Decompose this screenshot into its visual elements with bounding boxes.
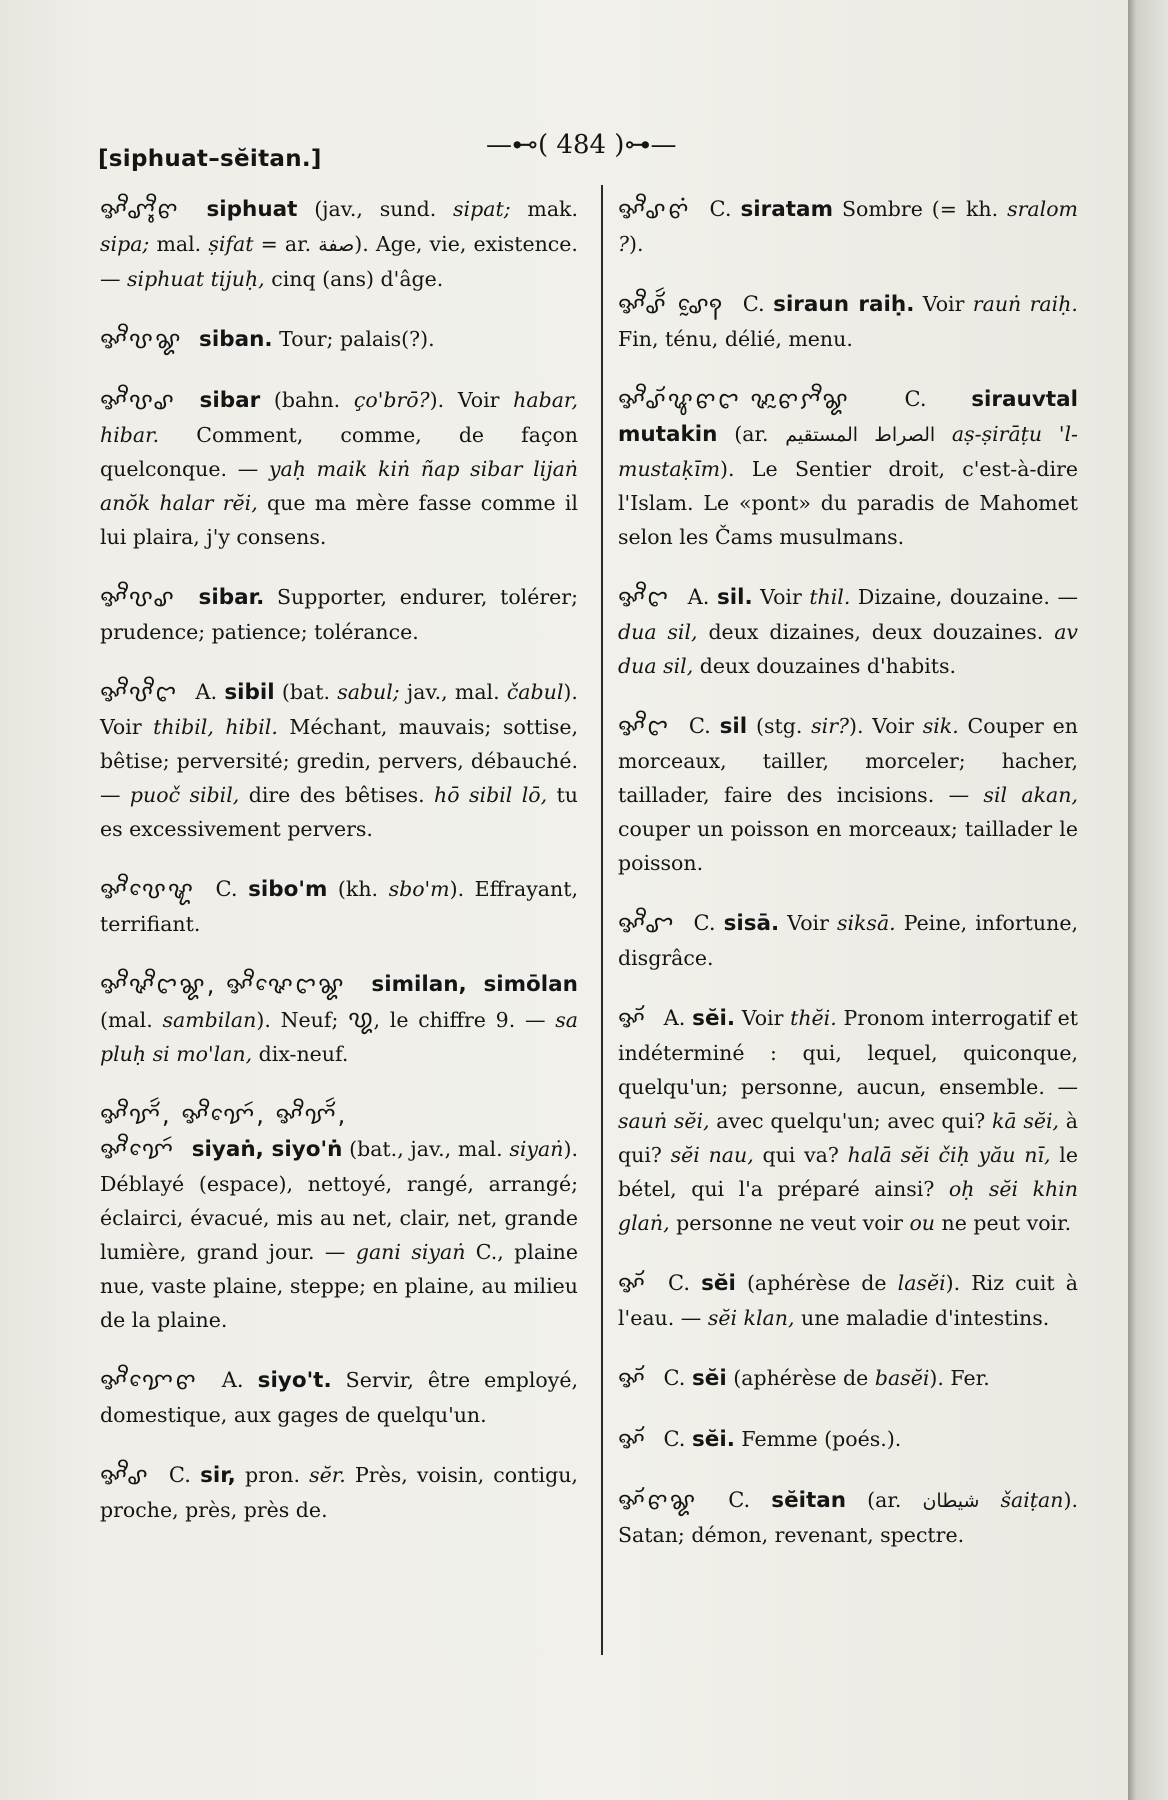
italic-term: yaḥ maik kiṅ ñap sibar lijaṅ anŏk halar rĕi, — [100, 457, 578, 515]
italic-term: hō sibil lō, — [434, 783, 548, 807]
definition-text: Peine, infortune, disgrâce. — [618, 911, 1078, 970]
italic-term: kā sĕi, — [991, 1109, 1060, 1133]
cham-script: ꨀꨮ — [618, 1270, 647, 1298]
italic-term: thil. — [809, 585, 851, 609]
italic-term: sĕi klan, — [707, 1306, 795, 1330]
italic-term: habar, hibar. — [100, 388, 578, 447]
left-column — [100, 192, 578, 1553]
italic-term: šaiṭan — [1000, 1488, 1064, 1512]
italic-term: oḥ sĕi khin glaṅ, — [618, 1177, 1078, 1235]
definition-text: deux douzaines d'habits. — [699, 654, 957, 678]
headword: sĕi — [701, 1271, 736, 1296]
cham-script: ꨀꨪꨢꨮꩃ, ꨀꨪꨢꨯꩃ, ꨀꨪꨢꨮꩃ, — [100, 1101, 348, 1129]
definition-text: Près, voisin, contigu, proche, près, près de. — [100, 1463, 578, 1522]
page-edge — [1128, 0, 1168, 1800]
definition-text: tu es excessivement pervers. — [100, 783, 578, 841]
italic-term: sĕi nau, — [670, 1143, 754, 1167]
cham-script: ꨀꨪꨣꨓꩌ — [618, 196, 691, 224]
entry-siyot — [100, 1363, 578, 1432]
headword: siyo't. — [257, 1368, 332, 1393]
definition-text: Voir — [760, 585, 802, 609]
definition-text: Méchant, mauvais; sottise, bêtise; perversité; gredin, pervers, débauché. — — [100, 715, 578, 807]
definition-text: , le chiffre 9. — — [373, 1008, 546, 1032]
headword: sibar. — [198, 585, 265, 610]
headword: sĕi — [691, 1366, 727, 1391]
cham-script: ꨀꨪꨝꨪꨤ — [100, 679, 179, 707]
definition-text: une maladie d'intestins. — [801, 1306, 1050, 1330]
definition-text: ). Déblayé (espace), nettoyé, rangé, arrangé; éclairci, évacué, mis au net, clair, net, grande lumière, grand jour. — — [100, 1137, 578, 1264]
italic-term: ço'brō? — [353, 388, 430, 412]
definition-text: ). Satan; démon, revenant, spectre. — [618, 1488, 1078, 1547]
italic-term: rauṅ raiḥ. — [972, 292, 1078, 316]
entry-sir — [100, 1458, 578, 1527]
italic-term: av dua sil, — [618, 620, 1078, 678]
italic-term: sa pluḥ si mo'lan, — [100, 1008, 578, 1066]
entry-sibar-2 — [100, 580, 578, 649]
definition-text: ne peut voir. — [941, 1211, 1072, 1235]
definition-text: (kh. — [337, 877, 379, 901]
entry-sei-c1 — [618, 1266, 1078, 1335]
italic-term: sil akan, — [983, 783, 1078, 807]
definition-text: (ar. — [867, 1488, 902, 1512]
right-column — [618, 192, 1078, 1578]
arabic-term: الصراط المستقيم — [785, 424, 936, 446]
definition-text: ). Fer. — [929, 1366, 990, 1390]
entry-seitan — [618, 1483, 1078, 1552]
headword: sĕi. — [691, 1427, 735, 1452]
definition-text: jav., mal. — [406, 680, 500, 704]
headword: sibar — [199, 388, 261, 413]
definition-text: (jav., sund. — [314, 197, 437, 221]
definition-text: Voir — [741, 1006, 784, 1030]
definition-text: Comment, comme, de façon quelconque. — — [100, 423, 578, 481]
entry-sil-c — [618, 709, 1078, 880]
definition-text: ). Riz cuit à l'eau. — — [618, 1271, 1078, 1330]
dialect-label: C. — [709, 197, 732, 221]
italic-term: thĕi. — [790, 1006, 837, 1030]
cham-script: ꨀꨪꨝꨣ — [100, 584, 176, 612]
definition-text: (bat. — [281, 680, 330, 704]
italic-term: sir? — [811, 714, 850, 738]
cham-script: ꨀꨮ — [618, 1005, 647, 1033]
italic-term: sbo'm — [388, 877, 450, 901]
entry-sil-a — [618, 580, 1078, 683]
definition-text: ). Le Sentier droit, c'est-à-dire l'Islam. Le «pont» du paradis de Mahomet selon les Čams musulmans. — [618, 457, 1078, 549]
italic-term: siphuat tijuḥ, — [127, 267, 265, 291]
headword: siraun raiḥ. — [773, 292, 915, 317]
headword: siphuat — [206, 197, 298, 222]
definition-text: le bétel, qui l'a préparé ainsi? — [618, 1143, 1078, 1201]
entry-siratam — [618, 192, 1078, 261]
definition-text: ). — [629, 232, 644, 256]
italic-term: lasĕi — [897, 1271, 946, 1295]
italic-term: dua sil, — [618, 620, 698, 644]
entry-sibar-1 — [100, 383, 578, 554]
definition-text: avec quelqu'un; avec qui? — [716, 1109, 986, 1133]
italic-term: halā sĕi čiḥ yău nī, — [847, 1143, 1051, 1167]
dialect-label: A. — [195, 680, 218, 704]
dialect-label: C. — [693, 911, 716, 935]
definition-text: Voir — [787, 911, 829, 935]
running-head: [siphuat–sĕitan.] — [98, 146, 322, 172]
italic-term: sambilan — [162, 1008, 257, 1032]
dialect-label: A. — [663, 1006, 686, 1030]
definition-text: Pronom interrogatif et indéterminé : qui, lequel, quiconque, quelqu'un; personne, aucun, ensemble. — — [618, 1006, 1078, 1099]
italic-term: gani siyaṅ — [355, 1240, 466, 1264]
dialect-label: C. — [215, 877, 238, 901]
definition-text: Sombre (= kh. — [841, 197, 999, 221]
italic-term: sipa; — [100, 232, 150, 256]
entry-sisa — [618, 906, 1078, 975]
definition-text: Tour; palais(?). — [279, 327, 435, 351]
cham-script: ꨀꨪꨝꨯꨠ — [100, 876, 196, 904]
definition-text: ). Age, vie, existence. — — [100, 232, 578, 291]
italic-term: čabul — [506, 680, 564, 704]
italic-term: sauṅ sĕi, — [618, 1109, 710, 1133]
italic-term: sralom ? — [618, 197, 1078, 256]
definition-text: Femme (poés.). — [741, 1427, 902, 1451]
headword: sibil — [224, 680, 275, 705]
dialect-label: C. — [728, 1488, 751, 1512]
headword: siyaṅ, siyo'ṅ — [191, 1137, 343, 1162]
cham-script: ꨀꨪꨣꨮꩃ ꨣꨰꩍ — [618, 291, 725, 319]
definition-text: = ar. — [260, 232, 312, 256]
definition-text: Fin, ténu, délié, menu. — [618, 327, 853, 351]
definition-text: Voir — [922, 292, 965, 316]
cham-script: ꨀꨮ — [618, 1426, 647, 1454]
italic-term: siksā. — [836, 911, 896, 935]
cham-script: ꨀꨪꨟꨪꨤꨘ, ꨀꨪꨟꨯꨤꨘ — [100, 971, 346, 999]
entry-sibom — [100, 872, 578, 941]
dialect-label: C. — [742, 292, 765, 316]
headword: sisā. — [723, 911, 780, 936]
cham-script: ꨀꨪꨝꨘ — [100, 326, 183, 354]
definition-text: ). Effrayant, terrifiant. — [100, 877, 578, 936]
definition-text: Supporter, endurer, tolérer; prudence; patience; tolérance. — [100, 585, 578, 644]
italic-term: puoč sibil, — [129, 783, 240, 807]
italic-term: ou — [909, 1211, 936, 1235]
column-divider — [601, 185, 603, 1655]
definition-text: (ar. — [734, 422, 769, 446]
entry-siraun-raih — [618, 287, 1078, 356]
definition-text: mak. — [527, 197, 578, 221]
dialect-label: A. — [221, 1368, 244, 1392]
arabic-term: صفة — [318, 234, 355, 256]
definition-text: cinq (ans) d'âge. — [271, 267, 444, 291]
entry-sei-a — [618, 1001, 1078, 1240]
definition-text: (aphérèse de — [746, 1271, 887, 1295]
headword: similan, simōlan — [371, 972, 578, 997]
definition-text: que ma mère fasse comme il lui plaira, j'y consens. — [100, 491, 578, 549]
cham-script: ꨀꨪꨣ — [100, 1462, 150, 1490]
dialect-label: C. — [668, 1271, 690, 1295]
definition-text: (bat., jav., mal. — [349, 1137, 503, 1161]
definition-text: ). Voir — [849, 714, 914, 738]
dialect-label: C. — [663, 1366, 686, 1390]
italic-term: thibil, hibil. — [153, 715, 278, 739]
cham-script-2: ꨀꨪꨢꨯꩃ — [100, 1136, 175, 1164]
headword: sĕi. — [692, 1006, 736, 1031]
dialect-label: C. — [904, 387, 927, 411]
definition-text: qui va? — [762, 1143, 839, 1167]
italic-term: siyaṅ — [509, 1137, 564, 1161]
arabic-term: شيطان — [922, 1490, 980, 1512]
italic-term: sik. — [922, 714, 959, 738]
italic-term: sabul; — [337, 680, 400, 704]
definition-text: (mal. — [100, 1008, 153, 1032]
italic-term: sĕr. — [309, 1463, 346, 1487]
headword: sĕitan — [771, 1488, 847, 1513]
cham-script: ꨀꨪꨝꨣ — [100, 387, 176, 415]
headword: siratam — [740, 197, 833, 222]
entry-siphuat — [100, 192, 578, 296]
entry-sibil — [100, 675, 578, 846]
dialect-label: A. — [687, 585, 710, 609]
definition-text: (bahn. — [273, 388, 341, 412]
dialect-label: C. — [663, 1427, 686, 1451]
cham-script: ꨀꨮꨓꨘ — [618, 1487, 698, 1515]
cham-script: ꨀꨪꨤ — [618, 713, 671, 741]
definition-text: ). Neuf; — [256, 1008, 339, 1032]
definition-text: Dizaine, douzaine. — — [857, 585, 1078, 609]
definition-text: dire des bêtises. — [248, 783, 425, 807]
numeral-glyph: ꩙ — [348, 1005, 374, 1033]
dialect-label: C. — [688, 714, 711, 738]
italic-term: sipat; — [453, 197, 511, 221]
cham-script: ꨀꨮ — [618, 1365, 647, 1393]
entry-sei-c3 — [618, 1422, 1078, 1457]
headword: sir, — [200, 1463, 236, 1488]
italic-term: ṣifat — [208, 232, 254, 256]
entry-sei-c2 — [618, 1361, 1078, 1396]
headword: sirauvtal mutakin — [618, 387, 1078, 447]
italic-term: basĕi — [874, 1366, 930, 1390]
definition-text: deux dizaines, deux douzaines. — [708, 620, 1044, 644]
definition-text: dix-neuf. — [258, 1042, 349, 1066]
entry-siyan — [100, 1097, 578, 1337]
cham-script: ꨀꨪꨧ — [618, 910, 676, 938]
definition-text: ). Voir — [100, 680, 578, 739]
definition-text: à qui? — [618, 1109, 1078, 1167]
definition-text: ). Voir — [429, 388, 500, 412]
definition-text: mal. — [156, 232, 202, 256]
cham-script: ꨀꨪꨢꨯꨓ — [100, 1367, 198, 1395]
definition-text: Servir, être employé, domestique, aux gages de quelqu'un. — [100, 1368, 578, 1427]
definition-text: C., plaine nue, vaste plaine, steppe; en plaine, au milieu de la plaine. — [100, 1240, 578, 1332]
italic-term: aṣ-ṣirāṭu 'l-mustaḳīm — [618, 422, 1078, 481]
dialect-label: C. — [168, 1463, 191, 1487]
definition-text: Couper en morceaux, tailler, morceler; hacher, taillader, faire des incisions. — — [618, 714, 1078, 807]
cham-script: ꨀꨪꨚꨶꨪꨓ — [100, 196, 180, 224]
page-number: —⊷( 484 )⊶— — [486, 130, 677, 160]
entry-sirauvtal — [618, 382, 1078, 554]
definition-text: pron. — [244, 1463, 300, 1487]
cham-script: ꨀꨪꨣꨮꨥꨓꨤ ꨟꨭꨓꨆꨪꨘ — [618, 386, 850, 414]
definition-text: (aphérèse de — [733, 1366, 869, 1390]
definition-text: (stg. — [755, 714, 803, 738]
definition-text: personne ne veut voir — [676, 1211, 903, 1235]
entry-similan — [100, 967, 578, 1071]
headword: sil — [719, 714, 748, 739]
headword: sibo'm — [248, 877, 328, 902]
definition-text: couper un poisson en morceaux; taillader le poisson. — [618, 817, 1078, 875]
cham-script: ꨀꨪꨤ — [618, 584, 671, 612]
headword: siban. — [199, 327, 273, 352]
headword: sil. — [716, 585, 753, 610]
entry-siban — [100, 322, 578, 357]
